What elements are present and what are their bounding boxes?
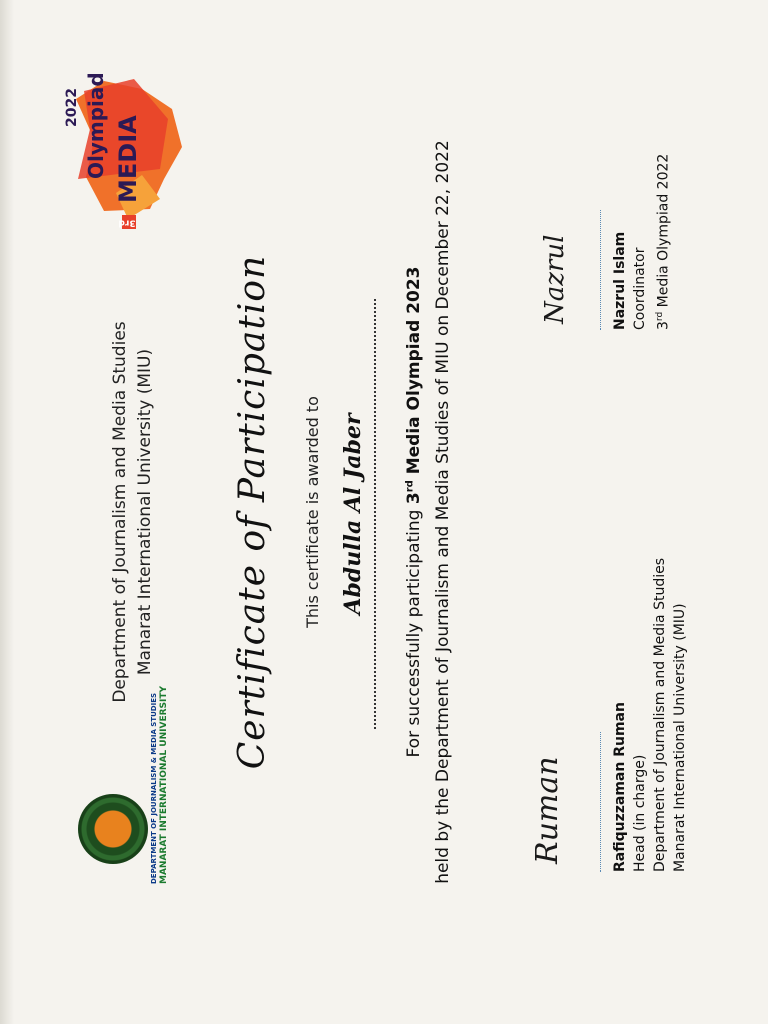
- right-event-suffix: rd: [655, 311, 665, 322]
- media-olympiad-logo: [64, 69, 194, 239]
- left-signatory-role: Head (in charge): [632, 754, 648, 872]
- right-signatory-event: [650, 154, 674, 330]
- right-signatory-role: Coordinator: [632, 247, 648, 330]
- left-signatory-block: [610, 558, 690, 872]
- left-signature-line: [600, 732, 601, 872]
- event-name: Media Olympiad 2023: [404, 266, 424, 481]
- left-signatory-name: Rafiquzzaman Ruman: [612, 702, 628, 872]
- logo-media-text: MEDIA: [114, 115, 142, 203]
- recipient-dotted-line: [374, 299, 376, 729]
- left-signatory-dept: Department of Journalism and Media Studies: [652, 557, 668, 872]
- department-heading: Department of Journalism and Media Studies: [110, 321, 130, 703]
- right-signatory-block: [610, 154, 674, 330]
- participation-statement: [404, 162, 424, 862]
- held-by-statement: held by the Department of Journalism and Media Studies of MIU on December 22, 2022: [433, 140, 453, 884]
- logo-badge: 3rd: [118, 217, 136, 228]
- seal-caption-line2: MANARAT INTERNATIONAL UNIVERSITY: [159, 685, 169, 884]
- event-suffix: rd: [404, 480, 416, 493]
- awarded-text: This certificate is awarded to: [303, 396, 322, 628]
- purpose-prefix: For successfully participating: [404, 504, 424, 758]
- right-signature-line: [600, 210, 601, 330]
- event-title: [404, 267, 424, 505]
- logo-year-text: 2022: [64, 88, 80, 127]
- right-event-name: Media Olympiad 2022: [655, 153, 672, 312]
- university-heading: Manarat International University (MIU): [135, 348, 155, 676]
- logo-olympiad-text: Olympiad: [84, 72, 108, 179]
- right-signature: Nazrul: [540, 234, 570, 324]
- right-event-number: 3: [655, 321, 672, 330]
- right-signatory-name: Nazrul Islam: [612, 231, 628, 330]
- recipient-name: Abdulla Al Jaber: [340, 413, 366, 615]
- left-signatory-org: Manarat International University (MIU): [672, 603, 688, 872]
- event-number: 3: [404, 492, 424, 505]
- certificate-title: Certificate of Participation: [232, 254, 273, 770]
- seal-caption-line1: DEPARTMENT OF JOURNALISM & MEDIA STUDIES: [150, 692, 158, 884]
- left-signature: Ruman: [530, 756, 565, 864]
